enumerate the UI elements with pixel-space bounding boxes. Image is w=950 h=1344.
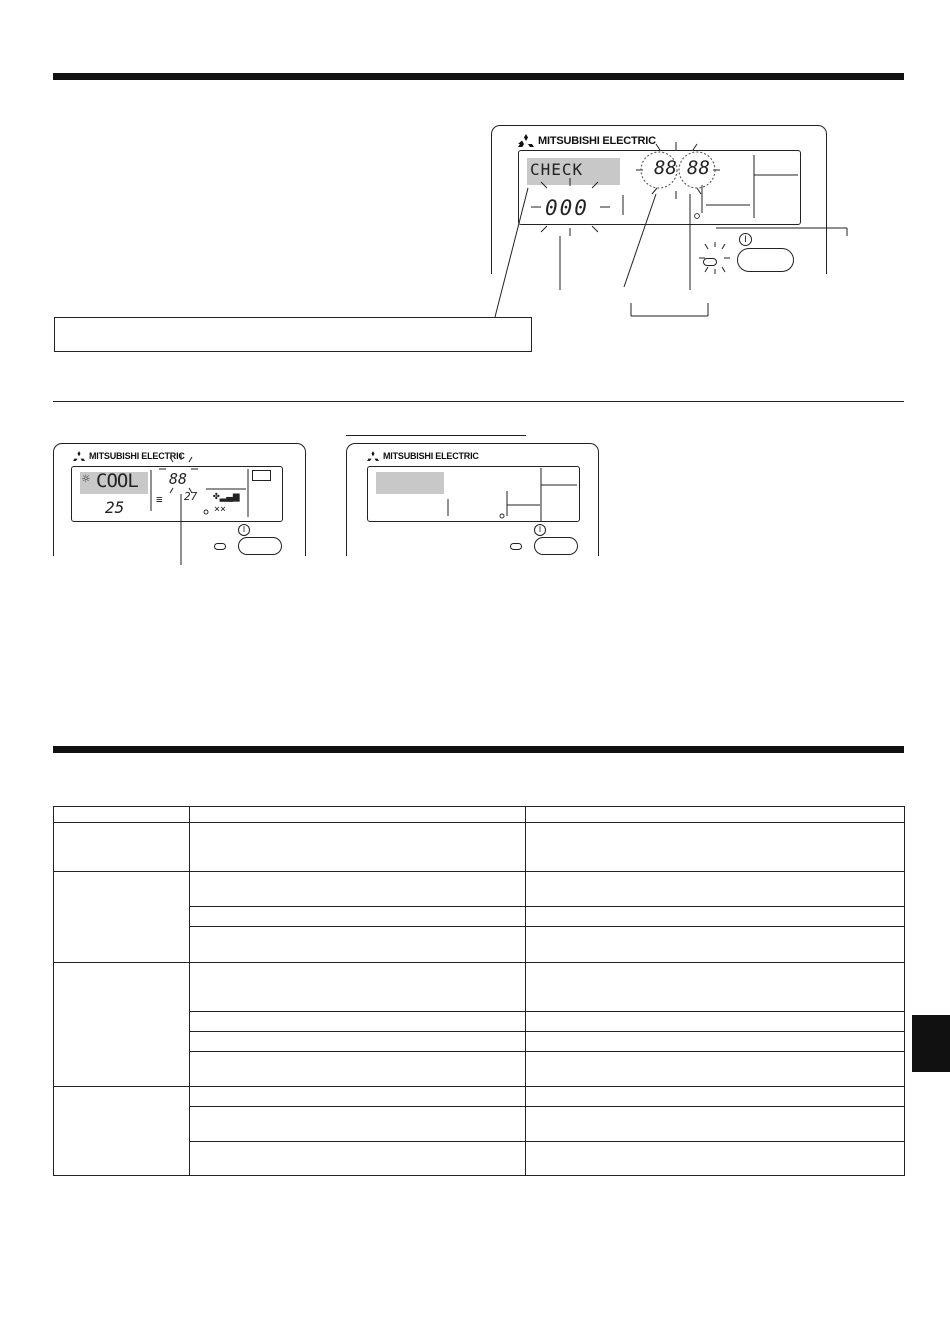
louver-icon: ⨯⨯ bbox=[214, 504, 227, 515]
table-cell bbox=[526, 823, 905, 872]
table-cell bbox=[526, 1012, 905, 1032]
table-row bbox=[54, 963, 905, 1012]
brand-name-small-2: MITSUBISHI ELECTRIC bbox=[383, 451, 479, 461]
table-cell bbox=[526, 807, 905, 823]
power-icon-small: I bbox=[238, 524, 250, 536]
table-row bbox=[54, 823, 905, 872]
mode-label: COOL bbox=[96, 470, 138, 492]
vane-icon: ≡ bbox=[156, 493, 163, 506]
table-cell bbox=[190, 907, 526, 927]
section-rule-middle bbox=[53, 746, 904, 753]
table-cell bbox=[190, 1052, 526, 1087]
table-cell bbox=[190, 1032, 526, 1052]
table-cell bbox=[526, 1142, 905, 1176]
table-row bbox=[54, 872, 905, 907]
fan-speed-icon: ✤▂▃▅ bbox=[213, 489, 240, 502]
set-temperature: 25 bbox=[105, 498, 125, 517]
address-digits: 88 bbox=[169, 470, 188, 488]
table-cell bbox=[526, 1032, 905, 1052]
table-cell bbox=[54, 807, 190, 823]
table-cell bbox=[526, 1107, 905, 1142]
table-cell bbox=[54, 823, 190, 872]
check-label: CHECK bbox=[530, 160, 584, 179]
table-cell bbox=[526, 1052, 905, 1087]
power-icon-small-2: I bbox=[534, 524, 546, 536]
address-left-digits: 88 bbox=[654, 157, 677, 179]
table-cell bbox=[54, 872, 190, 963]
table-cell bbox=[526, 1087, 905, 1107]
check-caption-box bbox=[54, 317, 532, 352]
operation-lamp-small-2 bbox=[510, 543, 522, 550]
language-tab-marker bbox=[912, 1015, 950, 1072]
power-icon: I bbox=[739, 233, 752, 246]
table-header-row bbox=[54, 807, 905, 823]
table-row bbox=[54, 1087, 905, 1107]
sun-icon: ☼ bbox=[82, 472, 90, 487]
brand-name-small: MITSUBISHI ELECTRIC bbox=[89, 451, 185, 461]
table-cell bbox=[190, 872, 526, 907]
table-cell bbox=[54, 1087, 190, 1176]
table-cell bbox=[526, 963, 905, 1012]
table-cell bbox=[190, 927, 526, 963]
figure-heading-underline bbox=[346, 435, 526, 436]
table-cell bbox=[190, 1142, 526, 1176]
remote-controller-blank-figure bbox=[346, 443, 599, 556]
brand-name: MITSUBISHI ELECTRIC bbox=[538, 134, 656, 147]
table-cell bbox=[526, 927, 905, 963]
table-cell bbox=[190, 1012, 526, 1032]
small-digits: 27 bbox=[184, 490, 198, 503]
table-cell bbox=[526, 872, 905, 907]
table-cell bbox=[190, 823, 526, 872]
table-cell bbox=[190, 1107, 526, 1142]
table-cell bbox=[190, 963, 526, 1012]
table-cell bbox=[526, 907, 905, 927]
table-cell bbox=[54, 963, 190, 1087]
address-right-digits: 88 bbox=[687, 157, 710, 179]
error-code-digits: 000 bbox=[545, 196, 589, 220]
table-cell bbox=[190, 1087, 526, 1107]
table-cell bbox=[190, 807, 526, 823]
troubleshooting-table bbox=[53, 806, 905, 1176]
on-off-button-small-2[interactable] bbox=[534, 537, 578, 555]
